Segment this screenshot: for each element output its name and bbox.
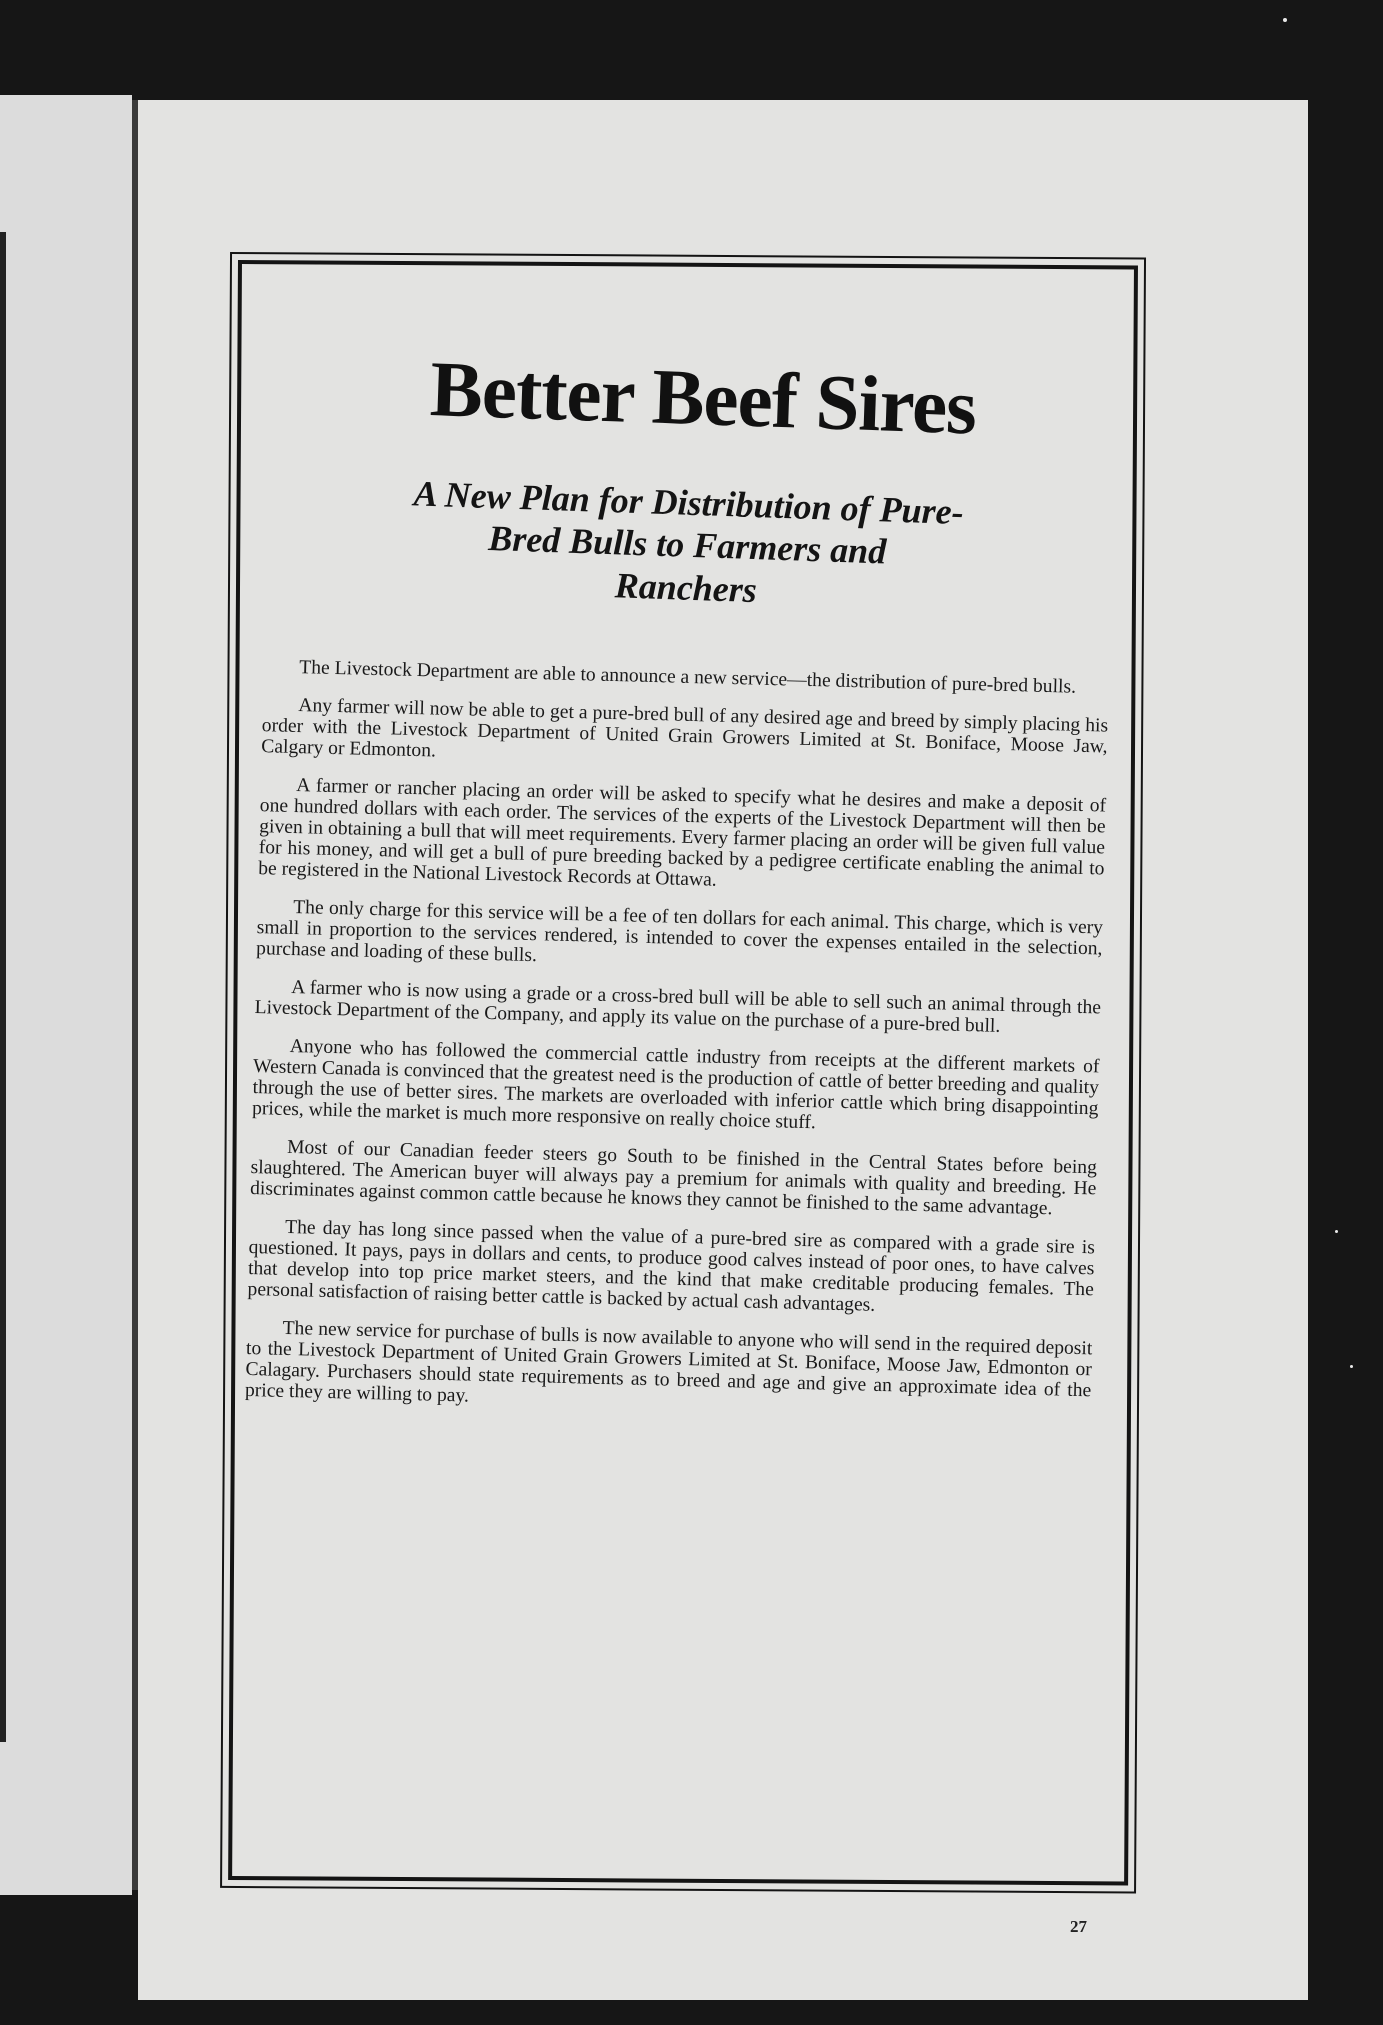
subheadline-line-1: A New Plan for Distribution of Pure-: [413, 473, 965, 533]
magazine-page: [138, 100, 1308, 2000]
paragraph-trade-in: A farmer who is now using a grade or a cross-bred bull will be able to sell such an animal through the Livestock Department of the Company, and apply its value on the purchase of a pure-bred bull.: [254, 977, 1102, 1038]
paragraph-market-need: Anyone who has followed the commercial cattle industry from receipts at the different markets of Western Canada is convinced that the greatest need is the production of cattle of better breeding and quality through the use of better sires. The markets are overloaded with inferior cattle which bring disappointing prices, while the market is much more responsive on really choice stuff.: [251, 1036, 1100, 1134]
paragraph-fee: The only charge for this service will be a fee of ten dollars for each animal. This charge, which is very small in proportion to the services rendered, is intended to cover the expenses entailed in the selection, purchase and loading of these bulls.: [255, 897, 1104, 967]
previous-page-edge: [0, 95, 132, 1895]
subheadline: [262, 467, 1112, 623]
paragraph-deposit: A farmer or rancher placing an order will be asked to specify what he desires and make a deposit of one hundred dollars with each order. The services of the experts of the Livestock Department will then be given in obtaining a bull that will meet requirements. Every farmer placing an order will be given full value for his money, and will get a bull of pure breeding backed by a pedigree certificate enabling the animal to be registered in the National Livestock Records at Ottawa.: [257, 775, 1107, 892]
paragraph-feeder-steers: Most of our Canadian feeder steers go South to be finished in the Central States before being slaughtered. The American buyer will always pay a premium for animals with quality and breeding. He discriminates against common cattle because he knows they cannot be finished to the same advantage.: [249, 1137, 1098, 1220]
subheadline-line-3: Ranchers: [614, 565, 758, 611]
subheadline-line-2: Bred Bulls to Farmers and: [487, 518, 887, 572]
page-number: 27: [1070, 1917, 1087, 1936]
paragraph-how-to-order: The new service for purchase of bulls is now available to anyone who will send in the required deposit to the Livestock Department of United Grain Growers Limited at St. Boniface, Moose Jaw, Edmonton or Calagary. Purchasers should state requirements as to breed and age and give an approximate idea of the price they are willing to pay.: [244, 1318, 1093, 1407]
advertisement-content: [244, 345, 1111, 1424]
scan-speck: [1335, 1230, 1338, 1233]
scan-speck: [1283, 18, 1287, 22]
scan-speck: [1350, 1365, 1353, 1368]
paragraph-announcement: The Livestock Department are able to announce a new service—the distribution of pure-bred bulls.: [299, 657, 1077, 699]
paragraph-ordering: Any farmer will now be able to get a pure-bred bull of any desired age and breed by simply placing his order with the Livestock Department of United Grain Growers Limited at St. Boniface, Moose Jaw, Calgary or Edmonton.: [261, 695, 1109, 762]
advertisement-border: [228, 260, 1138, 1885]
headline: Better Beef Sires: [428, 345, 978, 452]
previous-page-border: [0, 232, 6, 1742]
paragraph-value: The day has long since passed when the value of a pure-bred sire as compared with a grade sire is questioned. It pays, pays in dollars and cents, to produce good calves instead of poor ones, to have calves that develop into top price market steers, and the kind that make creditable producing females. The personal satisfaction of raising better cattle is backed by actual cash advantages.: [247, 1217, 1096, 1317]
article-body: [245, 657, 1110, 1423]
